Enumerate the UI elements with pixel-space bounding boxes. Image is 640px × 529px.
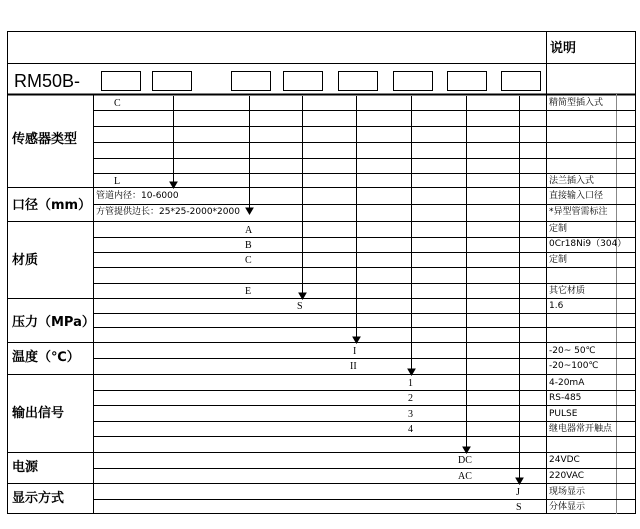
pipe-inner-diameter: 管道内径：10-6000 xyxy=(96,191,179,201)
code-sensor-l: L xyxy=(114,176,121,187)
note-sensor-c: 精简型插入式 xyxy=(549,98,604,108)
code-box-temperature[interactable] xyxy=(338,71,378,91)
code-box-power[interactable] xyxy=(447,71,487,91)
code-output-2: 2 xyxy=(408,393,413,404)
note-material-c: 定制 xyxy=(549,255,568,265)
note-power-dc: 24VDC xyxy=(549,455,580,465)
note-temp-ii: -20~100℃ xyxy=(549,361,599,371)
section-pressure: 压力（MPa） xyxy=(12,315,95,330)
code-temp-ii: II xyxy=(350,361,357,372)
code-display-j: J xyxy=(516,487,520,498)
note-display-j: 现场显示 xyxy=(549,487,586,497)
note-material-e: 其它材质 xyxy=(549,286,586,296)
code-material-c: C xyxy=(245,255,252,266)
code-box-type[interactable] xyxy=(101,71,141,91)
note-sensor-l: 法兰插入式 xyxy=(549,176,595,186)
note-diameter-1: 直接输入口径 xyxy=(549,191,604,201)
note-material-b: 0Cr18Ni9（304） xyxy=(549,239,627,249)
code-box-material[interactable] xyxy=(231,71,271,91)
note-pressure-s: 1.6 xyxy=(549,301,564,311)
code-material-a: A xyxy=(245,225,253,236)
section-temperature: 温度（℃） xyxy=(12,350,80,365)
square-pipe-size: 方管提供边长：25*25-2000*2000 xyxy=(96,207,240,217)
code-output-4: 4 xyxy=(408,424,413,435)
note-power-ac: 220VAC xyxy=(549,471,585,481)
table-border xyxy=(8,32,636,514)
note-output-3: PULSE xyxy=(549,409,578,419)
note-output-2: RS-485 xyxy=(549,393,582,403)
note-material-a: 定制 xyxy=(549,224,568,234)
code-power-dc: DC xyxy=(458,455,472,466)
section-display: 显示方式 xyxy=(12,491,65,506)
note-column-header: 说明 xyxy=(550,41,577,56)
code-display-s: S xyxy=(516,502,522,513)
note-diameter-2: *异型管需标注 xyxy=(549,207,608,217)
note-output-1: 4-20mA xyxy=(549,378,585,388)
note-output-4: 继电器常开触点 xyxy=(549,424,613,434)
code-temp-i: I xyxy=(353,346,357,357)
code-output-1: 1 xyxy=(408,378,413,389)
code-box-output[interactable] xyxy=(393,71,433,91)
code-pressure-s: S xyxy=(297,301,303,312)
code-box-diameter[interactable] xyxy=(152,71,192,91)
code-box-pressure[interactable] xyxy=(283,71,323,91)
code-material-b: B xyxy=(245,240,252,251)
code-sensor-c: C xyxy=(114,98,121,109)
code-material-e: E xyxy=(245,286,252,297)
section-diameter: 口径（mm） xyxy=(12,198,92,213)
model-prefix: RM50B- xyxy=(14,71,81,91)
diameter-arrow xyxy=(246,208,253,214)
section-power: 电源 xyxy=(12,460,39,475)
section-output: 输出信号 xyxy=(12,406,65,421)
note-display-s: 分体显示 xyxy=(549,502,586,512)
code-power-ac: AC xyxy=(458,471,472,482)
section-material: 材质 xyxy=(12,253,39,268)
note-temp-i: -20~ 50℃ xyxy=(549,346,596,356)
section-sensor-type: 传感器类型 xyxy=(12,132,78,147)
code-box-display[interactable] xyxy=(501,71,541,91)
code-output-3: 3 xyxy=(408,409,413,420)
